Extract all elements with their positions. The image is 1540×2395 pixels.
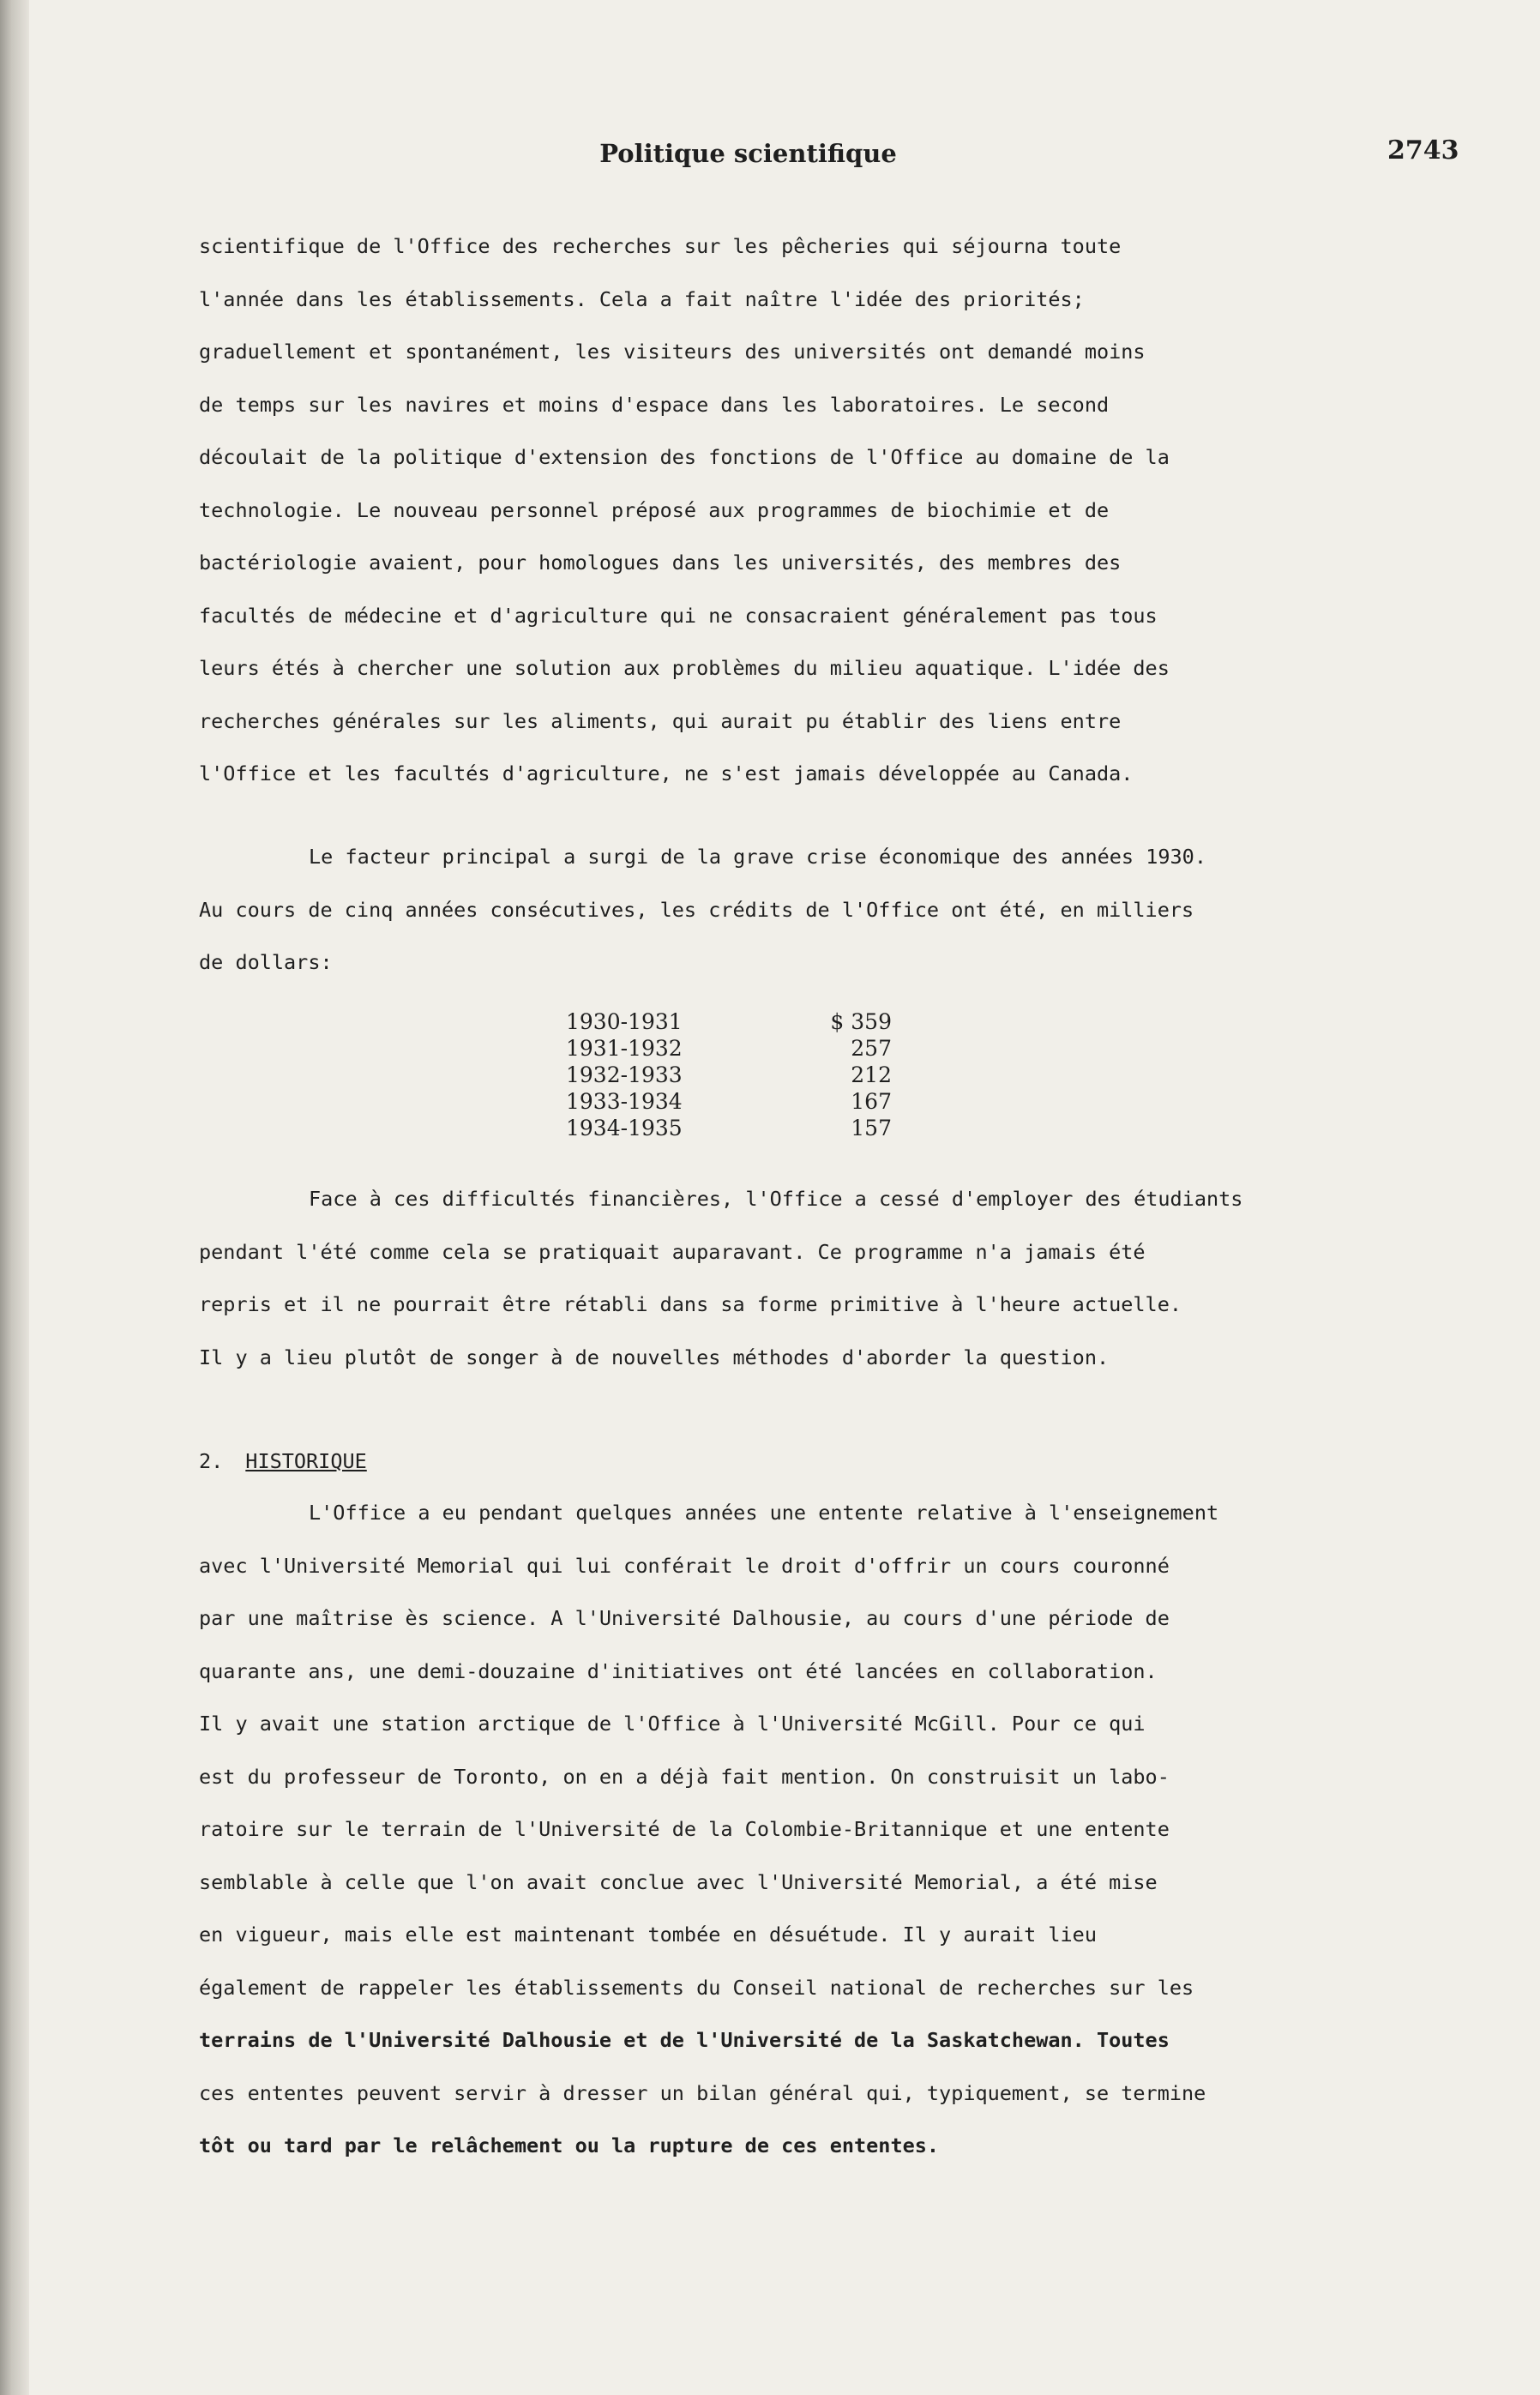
paragraph-4	[199, 1487, 1314, 2173]
year-cell: 1932-1933	[566, 1062, 683, 1087]
text-line: repris et il ne pourrait être rétabli dans sa forme primitive à l'heure actuelle.	[199, 1292, 1182, 1316]
text-line: semblable à celle que l'on avait conclue avec l'Université Memorial, a été mise	[199, 1869, 1158, 1894]
text-line: également de rappeler les établissements du Conseil national de recherches sur les	[199, 1975, 1194, 2000]
amount-cell: 157	[851, 1116, 892, 1140]
text-line: leurs étés à chercher une solution aux problèmes du milieu aquatique. L'idée des	[199, 656, 1170, 680]
table-row	[566, 1008, 892, 1035]
amount-cell: 257	[851, 1036, 892, 1061]
text-line: de dollars:	[199, 950, 333, 974]
paragraph-1	[199, 220, 1314, 801]
text-line: tôt ou tard par le relâchement ou la rupture de ces ententes.	[199, 2133, 940, 2157]
text-line: Le facteur principal a surgi de la grave crise économique des années 1930.	[309, 845, 1206, 869]
running-title: Politique scientifique	[599, 139, 897, 168]
text-line: Il y a lieu plutôt de songer à de nouvelles méthodes d'aborder la question.	[199, 1345, 1110, 1369]
text-line: l'année dans les établissements. Cela a fait naître l'idée des priorités;	[199, 286, 1085, 311]
text-line: facultés de médecine et d'agriculture qui ne consacraient généralement pas tous	[199, 603, 1158, 628]
text-line: de temps sur les navires et moins d'espace dans les laboratoires. Le second	[199, 392, 1110, 417]
year-cell: 1933-1934	[566, 1089, 683, 1114]
text-line: Face à ces difficultés financières, l'Office a cessé d'employer des étudiants	[309, 1187, 1243, 1211]
text-line: recherches générales sur les aliments, qui aurait pu établir des liens entre	[199, 708, 1122, 733]
table-row	[566, 1062, 892, 1088]
text-line: ces ententes peuvent servir à dresser un bilan général qui, typiquement, se termine	[199, 2080, 1206, 2105]
table-row	[566, 1115, 892, 1141]
page-number: 2743	[1387, 135, 1459, 165]
amount-cell: 167	[851, 1089, 892, 1114]
text-line: avec l'Université Memorial qui lui conférait le droit d'offrir un cours couronné	[199, 1553, 1170, 1578]
text-line: quarante ans, une demi-douzaine d'initiatives ont été lancées en collaboration.	[199, 1658, 1158, 1683]
text-line: l'Office et les facultés d'agriculture, ne s'est jamais développée au Canada.	[199, 761, 1134, 785]
amount-cell: 212	[851, 1062, 892, 1087]
section-heading	[199, 1449, 367, 1473]
credits-table	[566, 1008, 892, 1141]
amount-cell: $ 359	[830, 1009, 892, 1034]
section-title: HISTORIQUE	[245, 1449, 367, 1473]
paragraph-2	[199, 831, 1314, 990]
page-header	[0, 135, 1540, 178]
table-row	[566, 1035, 892, 1062]
text-line: ratoire sur le terrain de l'Université de la Colombie-Britannique et une entente	[199, 1817, 1170, 1841]
year-cell: 1934-1935	[566, 1116, 683, 1140]
text-line: L'Office a eu pendant quelques années une entente relative à l'enseignement	[309, 1501, 1219, 1525]
text-line: Il y avait une station arctique de l'Office à l'Université McGill. Pour ce qui	[199, 1712, 1146, 1736]
text-line: terrains de l'Université Dalhousie et de l'Université de la Saskatchewan. Toutes	[199, 2028, 1170, 2052]
text-line: découlait de la politique d'extension des fonctions de l'Office au domaine de la	[199, 445, 1170, 469]
paragraph-3	[199, 1173, 1314, 1384]
year-cell: 1930-1931	[566, 1009, 683, 1034]
text-line: est du professeur de Toronto, on en a déjà fait mention. On construisit un labo-	[199, 1764, 1170, 1789]
text-line: bactériologie avaient, pour homologues dans les universités, des membres des	[199, 551, 1122, 575]
text-line: scientifique de l'Office des recherches sur les pêcheries qui séjourna toute	[199, 234, 1122, 258]
text-line: pendant l'été comme cela se pratiquait auparavant. Ce programme n'a jamais été	[199, 1239, 1146, 1264]
text-line: technologie. Le nouveau personnel préposé aux programmes de biochimie et de	[199, 497, 1110, 522]
section-number: 2.	[199, 1449, 224, 1473]
table-row	[566, 1088, 892, 1115]
text-line: par une maîtrise ès science. A l'Université Dalhousie, au cours d'une période de	[199, 1606, 1170, 1630]
text-line: graduellement et spontanément, les visiteurs des universités ont demandé moins	[199, 340, 1146, 364]
text-line: en vigueur, mais elle est maintenant tombée en désuétude. Il y aurait lieu	[199, 1923, 1097, 1947]
text-line: Au cours de cinq années consécutives, les crédits de l'Office ont été, en milliers	[199, 897, 1194, 922]
year-cell: 1931-1932	[566, 1036, 683, 1061]
